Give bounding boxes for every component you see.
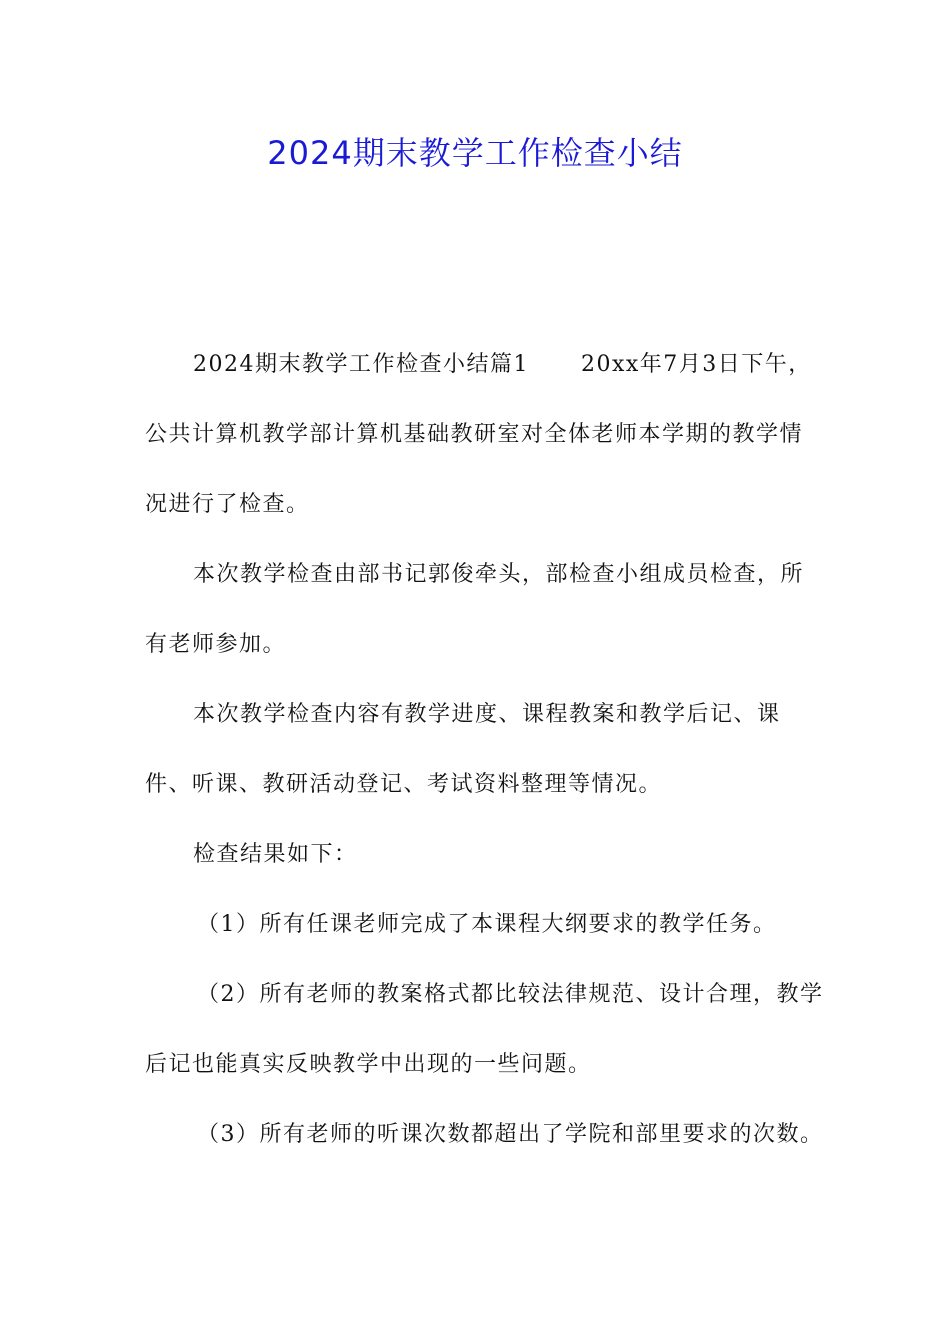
paragraph-1-text: 20xx年7月3日下午，公共计算机教学部计算机基础教研室对全体老师本学期的教学情况进行了检查。 bbox=[145, 352, 812, 517]
paragraph-4: 检查结果如下： bbox=[193, 842, 358, 867]
document-title: 2024期末教学工作检查小结 bbox=[267, 134, 683, 172]
paragraph-2: 本次教学检查由部书记郭俊牵头，部检查小组成员检查，所有老师参加。 bbox=[145, 562, 805, 657]
result-item-2: （2）所有老师的教案格式都比较法律规范、设计合理，教学后记也能真实反映教学中出现的一些问题。 bbox=[145, 982, 824, 1077]
paragraph-1-lead: 2024期末教学工作检查小结篇1 bbox=[193, 352, 529, 377]
result-item-1: （1）所有任课老师完成了本课程大纲要求的教学任务。 bbox=[197, 912, 777, 937]
paragraph-3: 本次教学检查内容有教学进度、课程教案和教学后记、课件、听课、教研活动登记、考试资料整理等情况。 bbox=[145, 702, 781, 797]
document-body bbox=[145, 330, 825, 1170]
paragraph-1 bbox=[145, 330, 825, 540]
result-item-3: （3）所有老师的听课次数都超出了学院和部里要求的次数。 bbox=[197, 1122, 824, 1147]
